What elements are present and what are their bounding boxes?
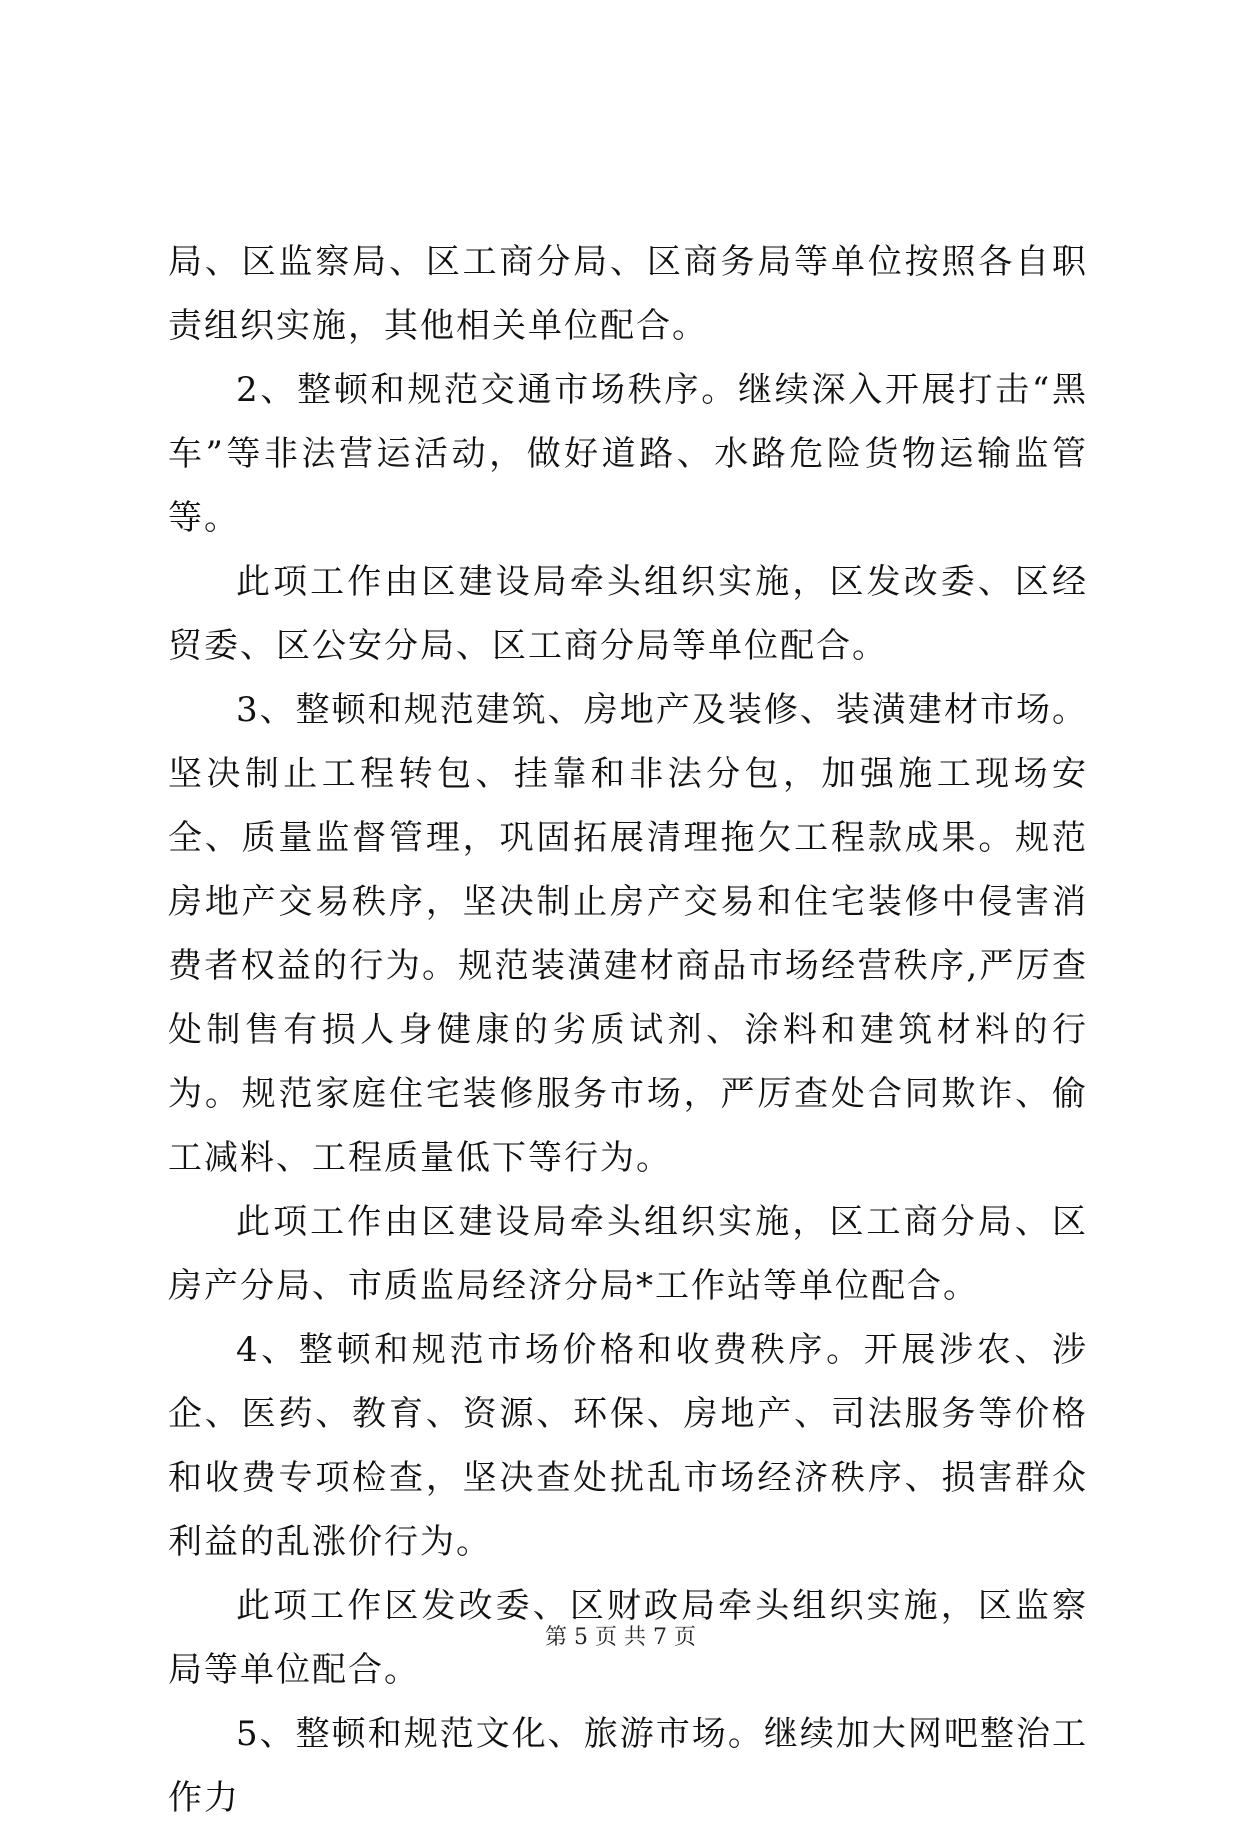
paragraph-6: 4、整顿和规范市场价格和收费秩序。开展涉农、涉企、医药、教育、资源、环保、房地产、司法服务等价格和收费专项检查，坚决查处扰乱市场经济秩序、损害群众利益的乱涨价行为。 (168, 1330, 1088, 1562)
paragraph-3: 此项工作由区建设局牵头组织实施，区发改委、区经贸委、区公安分局、区工商分局等单位配合。 (168, 562, 1088, 666)
paragraph-7: 此项工作区发改委、区财政局牵头组织实施，区监察局等单位配合。 (168, 1586, 1088, 1690)
paragraph-1: 局、区监察局、区工商分局、区商务局等单位按照各自职责组织实施，其他相关单位配合。 (168, 242, 1088, 346)
paragraph-5: 此项工作由区建设局牵头组织实施，区工商分局、区房产分局、市质监局经济分局*工作站等单位配合。 (168, 1202, 1088, 1306)
document-body (168, 230, 1088, 1830)
page-footer: 第 5 页 共 7 页 (545, 1625, 696, 1650)
paragraph-8: 5、整顿和规范文化、旅游市场。继续加大网吧整治工作力 (168, 1714, 1088, 1818)
paragraph-4: 3、整顿和规范建筑、房地产及装修、装潢建材市场。坚决制止工程转包、挂靠和非法分包，加强施工现场安全、质量监督管理，巩固拓展清理拖欠工程款成果。规范房地产交易秩序，坚决制止房产交易和住宅装修中侵害消费者权益的行为。规范装潢建材商品市场经营秩序,严厉查处制售有损人身健康的劣质试剂、涂料和建筑材料的行为。规范家庭住宅装修服务市场，严厉查处合同欺诈、偷工减料、工程质量低下等行为。 (168, 690, 1088, 1178)
paragraph-2: 2、整顿和规范交通市场秩序。继续深入开展打击“黑车”等非法营运活动，做好道路、水路危险货物运输监管等。 (168, 370, 1088, 538)
